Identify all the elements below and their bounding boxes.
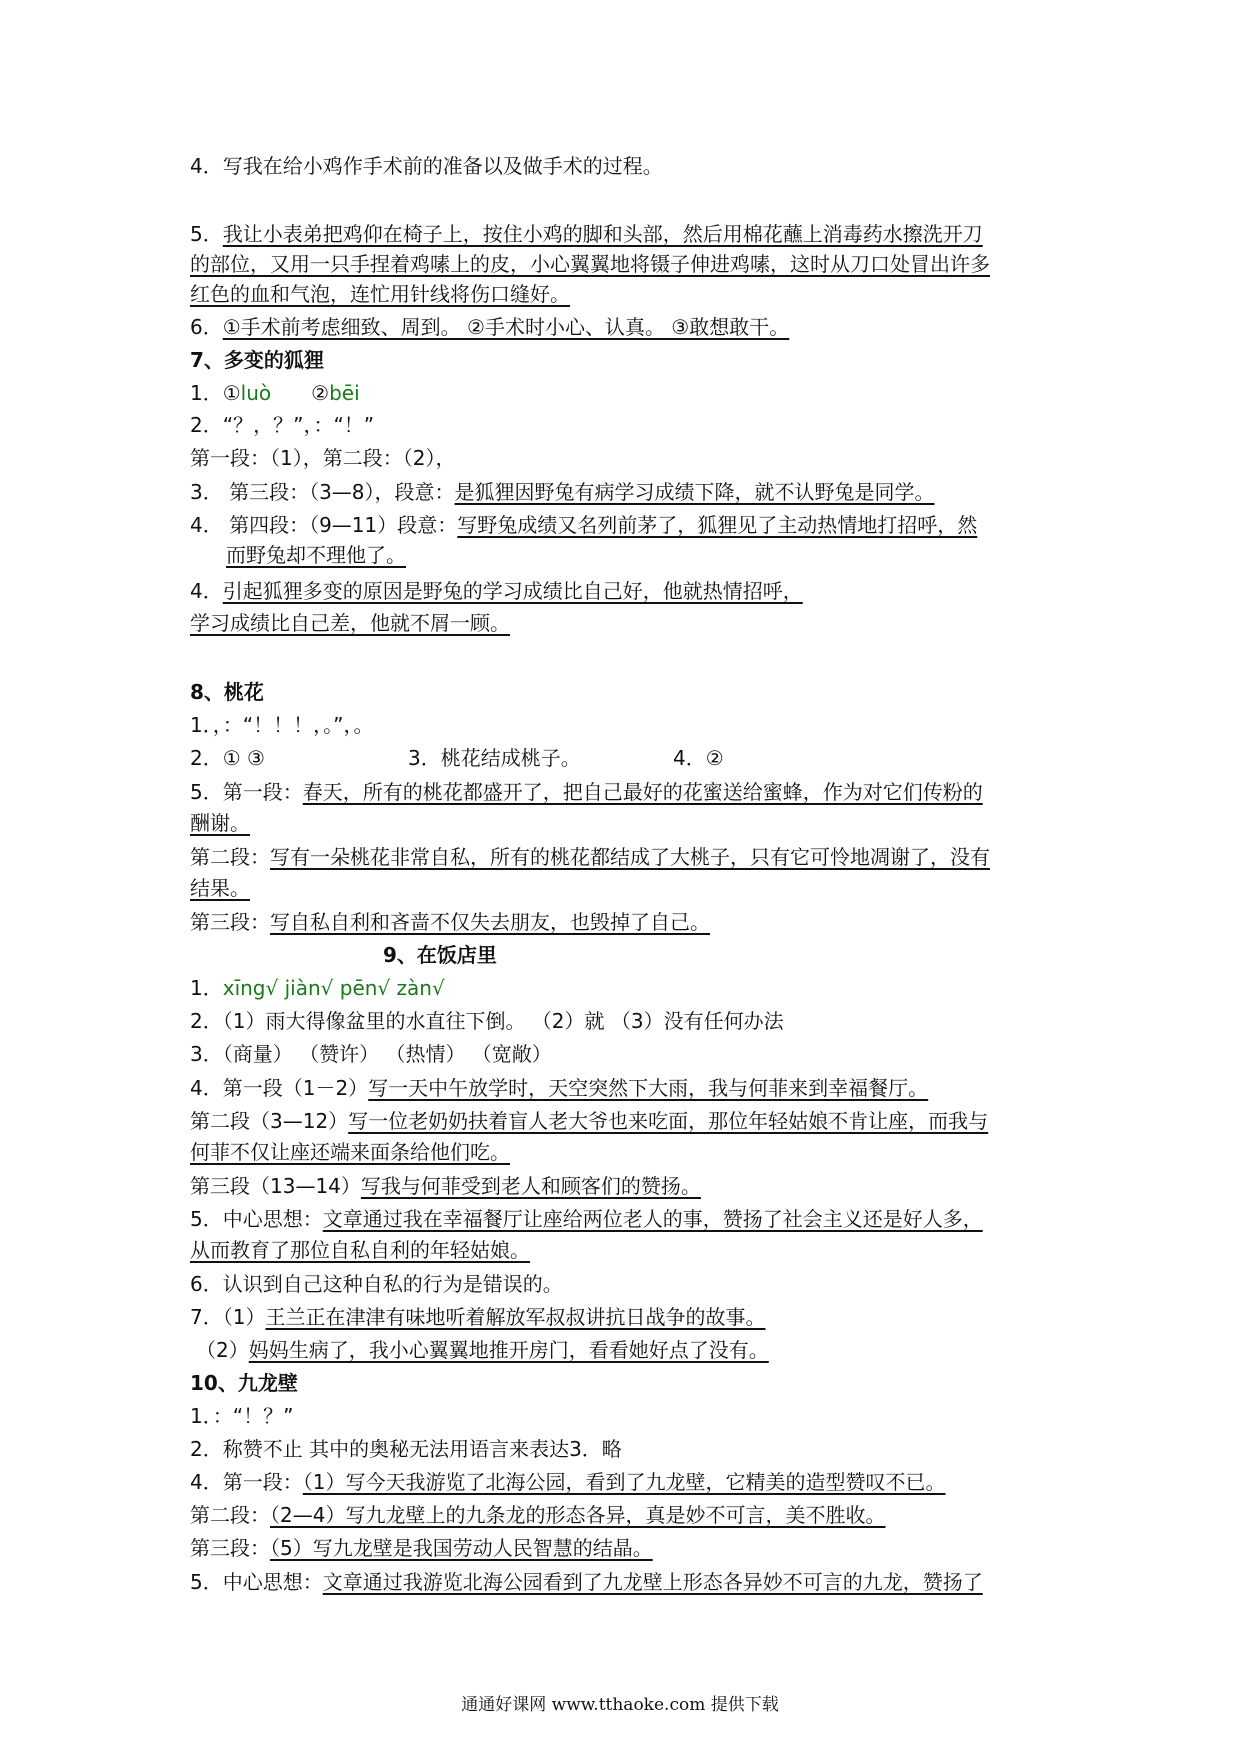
answer-line <box>408 744 581 772</box>
answer-line <box>190 152 663 180</box>
answer-line <box>190 908 710 936</box>
underlined-answer: 引起狐狸多变的原因是野兔的学习成绩比自己好，他就热情招呼， <box>222 579 803 603</box>
answer-line <box>190 1205 983 1233</box>
answer-line <box>190 1172 701 1200</box>
answer-text: 2．称赞不止 其中的奥秘无法用语言来表达3．略 <box>190 1437 622 1461</box>
answer-line <box>190 1468 945 1496</box>
section-title: 7、多变的狐狸 <box>190 348 324 372</box>
answer-text: 第一段：（1），第二段：（2）， <box>190 446 456 470</box>
section-title: 10、九龙壁 <box>190 1371 298 1395</box>
answer-text: 1．，：“！！！，。”，。 <box>190 713 374 737</box>
answer-label: 5．中心思想： <box>190 1570 323 1594</box>
underlined-answer: 春天，所有的桃花都盛开了，把自己最好的花蜜送给蜜蜂，作为对它们传粉的 <box>302 780 983 804</box>
answer-line <box>190 711 373 739</box>
pinyin-answer: bēi <box>329 381 360 405</box>
answer-line <box>190 478 935 506</box>
answer-line <box>190 1138 510 1166</box>
answer-line <box>190 1040 552 1068</box>
underlined-answer: 而野兔却不理他了。 <box>226 543 406 567</box>
answer-line <box>190 778 983 806</box>
answer-line <box>190 1270 563 1298</box>
answer-line <box>190 379 360 407</box>
answer-line <box>190 1074 928 1102</box>
underlined-answer: 妈妈生病了，我小心翼翼地推开房门，看看她好点了没有。 <box>248 1338 769 1362</box>
underlined-answer: （1）写今天我游览了北海公园，看到了九龙壁，它精美的造型赞叹不已。 <box>302 1470 946 1494</box>
answer-line <box>190 444 455 472</box>
answer-line <box>190 1568 983 1596</box>
answer-text: 3．桃花结成桃子。 <box>408 746 581 770</box>
underlined-answer: （2—4）写九龙壁上的九条龙的形态各异，真是妙不可言，美不胜收。 <box>270 1503 886 1527</box>
answer-line <box>190 809 250 837</box>
underlined-answer: 从而教育了那位自私自利的年轻姑娘。 <box>190 1238 530 1262</box>
answer-label: （2） <box>196 1338 249 1362</box>
underlined-answer: 我让小表弟把鸡仰在椅子上，按住小鸡的脚和头部，然后用棉花蘸上消毒药水擦洗开刀 <box>222 222 983 246</box>
answer-line <box>190 744 265 772</box>
answer-label: 4． 第四段：（9—11）段意： <box>190 513 458 537</box>
answer-line <box>190 843 990 871</box>
answer-label: 7．（1） <box>190 1305 266 1329</box>
answer-line <box>226 541 406 569</box>
section-heading <box>383 941 497 969</box>
answer-label: 第二段： <box>190 845 270 869</box>
answer-label: 5．第一段： <box>190 780 303 804</box>
underlined-answer: 结果。 <box>190 876 250 900</box>
underlined-answer: 写我与何菲受到老人和顾客们的赞扬。 <box>360 1174 701 1198</box>
underlined-answer: 何菲不仅让座还端来面条给他们吃。 <box>190 1140 510 1164</box>
answer-number: 1． <box>190 976 223 1000</box>
section-heading <box>190 678 264 706</box>
answer-text: 6．认识到自己这种自私的行为是错误的。 <box>190 1272 563 1296</box>
answer-line <box>190 577 803 605</box>
pinyin-answer: luò <box>240 381 272 405</box>
underlined-answer: 红色的血和气泡，连忙用针线将伤口缝好。 <box>190 282 570 306</box>
answer-number: 4． <box>190 579 223 603</box>
underlined-answer: 的部位，又用一只手捏着鸡嗉上的皮，小心翼翼地将镊子伸进鸡嗉，这时从刀口处冒出许多 <box>190 252 990 276</box>
underlined-answer: 写自私自利和吝啬不仅失去朋友，也毁掉了自己。 <box>270 910 710 934</box>
answer-text: 1．：“！？” <box>190 1404 294 1428</box>
answer-line <box>190 511 977 539</box>
answer-line <box>190 974 445 1002</box>
underlined-answer: 写野兔成绩又名列前茅了，狐狸见了主动热情地打招呼，然 <box>457 513 978 537</box>
underlined-answer: 学习成绩比自己差，他就不屑一顾。 <box>190 611 510 635</box>
answer-text: 3．（商量） （赞许） （热情） （宽敞） <box>190 1042 552 1066</box>
answer-label: 4．第一段（1－2） <box>190 1076 369 1100</box>
answer-text: 2．① ③ <box>190 746 265 770</box>
answer-line <box>673 744 724 772</box>
answer-number: 1．① <box>190 381 241 405</box>
answer-label: 第三段： <box>190 1536 270 1560</box>
answer-line <box>190 1236 530 1264</box>
pinyin-answer: xīng√ jiàn√ pēn√ zàn√ <box>222 976 445 1000</box>
answer-number: 5． <box>190 222 223 246</box>
answer-line <box>190 1501 885 1529</box>
answer-line <box>190 1402 293 1430</box>
answer-label: 第三段： <box>190 910 270 934</box>
section-title: 9、在饭店里 <box>383 943 497 967</box>
answer-line <box>190 250 990 278</box>
answer-line <box>190 1107 988 1135</box>
underlined-answer: 写有一朵桃花非常自私，所有的桃花都结成了大桃子，只有它可怜地凋谢了，没有 <box>270 845 990 869</box>
underlined-answer: 是狐狸因野兔有病学习成绩下降，就不认野兔是同学。 <box>454 480 935 504</box>
underlined-answer: 王兰正在津津有味地听着解放军叔叔讲抗日战争的故事。 <box>265 1305 766 1329</box>
section-title: 8、桃花 <box>190 680 264 704</box>
answer-text: 4．② <box>673 746 724 770</box>
answer-line <box>190 411 374 439</box>
answer-line <box>190 1007 784 1035</box>
underlined-answer: 酬谢。 <box>190 811 250 835</box>
underlined-answer: 写一位老奶奶扶着盲人老大爷也来吃面，那位年轻姑娘不肯让座，而我与 <box>348 1109 989 1133</box>
answer-label: 第三段（13—14） <box>190 1174 361 1198</box>
answer-label: 第二段： <box>190 1503 270 1527</box>
underlined-answer: ①手术前考虑细致、周到。 ②手术时小心、认真。 ③敢想敢干。 <box>222 315 790 339</box>
answer-line <box>190 280 570 308</box>
answer-text: 2．“？，？”，：“！” <box>190 413 375 437</box>
underlined-answer: （5）写九龙壁是我国劳动人民智慧的结晶。 <box>270 1536 653 1560</box>
answer-line <box>190 220 983 248</box>
answer-line <box>190 609 510 637</box>
answer-line <box>190 1435 622 1463</box>
answer-number: 6． <box>190 315 223 339</box>
answer-text: 4．写我在给小鸡作手术前的准备以及做手术的过程。 <box>190 154 663 178</box>
section-heading <box>190 346 324 374</box>
answer-line <box>190 1303 765 1331</box>
underlined-answer: 写一天中午放学时，天空突然下大雨，我与何菲来到幸福餐厅。 <box>368 1076 929 1100</box>
answer-line <box>190 313 789 341</box>
answer-label: 4．第一段： <box>190 1470 303 1494</box>
answer-label: 5．中心思想： <box>190 1207 323 1231</box>
answer-line <box>196 1336 769 1364</box>
answer-line <box>190 1534 653 1562</box>
section-heading <box>190 1369 298 1397</box>
answer-label: 3． 第三段：（3—8），段意： <box>190 480 455 504</box>
underlined-answer: 文章通过我在幸福餐厅让座给两位老人的事，赞扬了社会主义还是好人多， <box>322 1207 983 1231</box>
answer-label: 第二段（3—12） <box>190 1109 349 1133</box>
underlined-answer: 文章通过我游览北海公园看到了九龙壁上形态各异妙不可言的九龙，赞扬了 <box>322 1570 983 1594</box>
answer-text: 2．（1）雨大得像盆里的水直往下倒。 （2）就 （3）没有任何办法 <box>190 1009 784 1033</box>
answer-number: ② <box>311 381 330 405</box>
page-footer: 通通好课网 www.tthaoke.com 提供下载 <box>461 1695 779 1715</box>
answer-line <box>190 874 250 902</box>
